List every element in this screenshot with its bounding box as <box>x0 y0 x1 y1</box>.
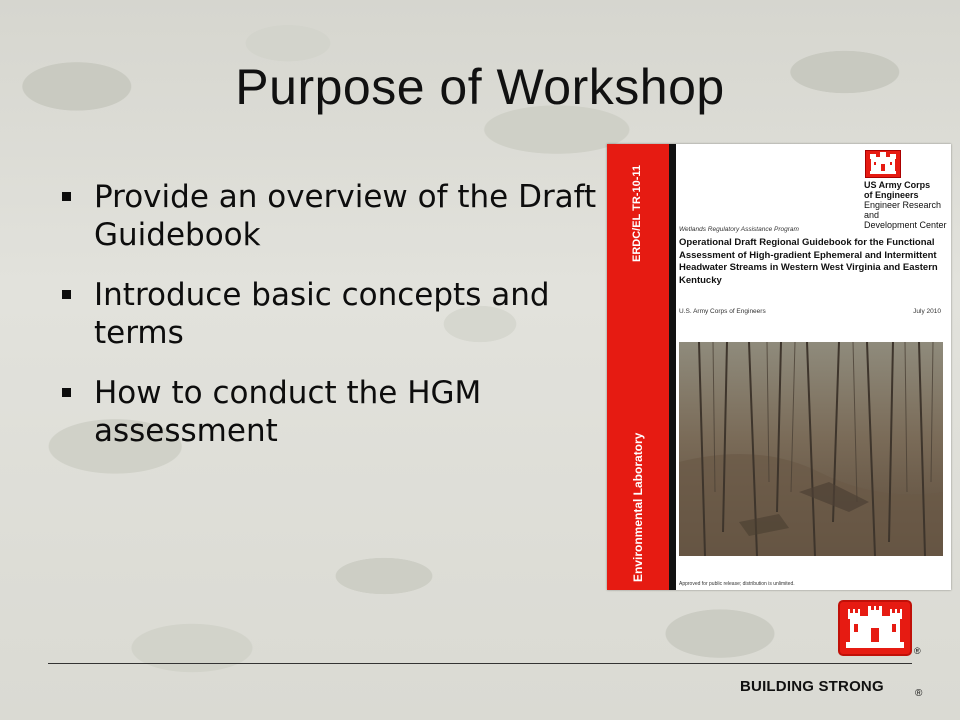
square-bullet-icon <box>62 290 71 299</box>
bullet-text: How to conduct the HGM assessment <box>94 375 482 449</box>
bullet-item <box>60 374 600 450</box>
registered-mark: ® <box>915 688 923 699</box>
forest-photo <box>679 342 943 556</box>
org-line1: US Army Corps <box>864 180 931 190</box>
org-sub2: Development Center <box>864 220 947 230</box>
cover-program: Wetlands Regulatory Assistance Program <box>679 226 799 233</box>
footer-divider <box>48 663 912 664</box>
lab-name: Environmental Laboratory <box>631 432 645 582</box>
cover-dark-strip <box>669 144 676 590</box>
cover-author: U.S. Army Corps of Engineers <box>679 308 766 315</box>
brand-tagline: BUILDING STRONG <box>740 678 884 695</box>
bullet-item <box>60 178 600 254</box>
cover-org <box>864 180 950 230</box>
org-line2: of Engineers <box>864 190 919 200</box>
bullet-text: Introduce basic concepts and terms <box>94 277 550 351</box>
slide-title: Purpose of Workshop <box>235 59 725 115</box>
castle-icon <box>865 150 901 178</box>
cover-title: Operational Draft Regional Guidebook for the Functional Assessment of High-gradient Ephemeral and Intermittent Headwater Streams in Western West Virginia and Eastern Kentucky <box>679 237 938 286</box>
square-bullet-icon <box>62 192 71 201</box>
castle-icon <box>840 602 910 654</box>
cover-date: July 2010 <box>913 308 941 315</box>
report-number: ERDC/EL TR-10-11 <box>631 165 643 262</box>
bullet-list <box>60 178 600 472</box>
cover-footer: Approved for public release; distribution is unlimited. <box>679 581 795 587</box>
bullet-item <box>60 276 600 352</box>
report-cover-image <box>607 144 951 590</box>
square-bullet-icon <box>62 388 71 397</box>
org-sub1: Engineer Research and <box>864 200 942 220</box>
registered-mark: ® <box>914 646 921 656</box>
bullet-text: Provide an overview of the Draft Guidebook <box>94 179 597 253</box>
